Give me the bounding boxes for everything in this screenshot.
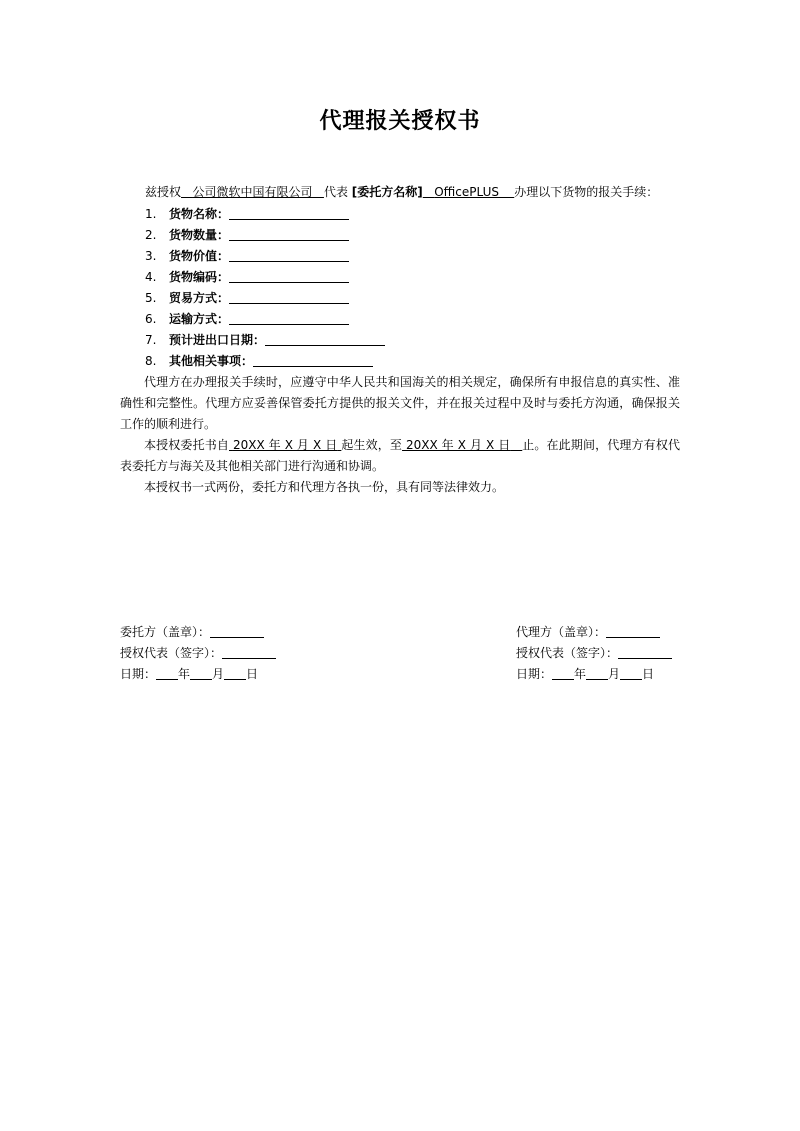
validity-end-date: 20XX 年 X 月 X 日 [406,438,511,452]
list-item: 5. 贸易方式： [145,288,385,309]
day-blank[interactable] [224,667,246,680]
list-item: 6. 运输方式： [145,309,385,330]
document-title: 代理报关授权书 [319,109,481,134]
fill-blank[interactable] [229,270,349,283]
fill-blank[interactable] [229,207,349,220]
agent-rep-label: 授权代表（签字）： [516,646,619,660]
agent-seal-label: 代理方（盖章）： [516,625,607,639]
intro-principal-label: [委托方名称] [351,185,423,199]
month-blank[interactable] [586,667,608,680]
intro-prefix: 兹授权 [145,185,182,199]
list-item: 2. 货物数量： [145,225,385,246]
fill-blank[interactable] [229,228,349,241]
principal-date-label: 日期： [120,667,157,681]
principal-seal-label: 委托方（盖章）： [120,625,211,639]
principal-signature-block: 委托方（盖章）： 授权代表（签字）： 日期： 年 月 日 [120,622,276,685]
fill-blank[interactable] [229,249,349,262]
list-item: 1. 货物名称： [145,204,385,225]
paragraph-copies: 本授权书一式两份，委托方和代理方各执一份，具有同等法律效力。 [144,480,505,494]
paragraph-obligations: 代理方在办理报关手续时，应遵守中华人民共和国海关的相关规定，确保所有申报信息的真实性、准确性和完整性。代理方应妥善保管委托方提供的报关文件，并在报关过程中及时与委托方沟通，确保报关工作的顺利进行。 [120,375,680,431]
principal-rep-label: 授权代表（签字）： [120,646,223,660]
list-item: 4. 货物编码： [145,267,385,288]
agent-date-label: 日期： [516,667,553,681]
validity-start-date: 20XX 年 X 月 X 日 [232,438,338,452]
day-blank[interactable] [620,667,642,680]
agent-seal-line[interactable] [606,625,660,638]
intro-represent: 代表 [323,185,348,199]
month-blank[interactable] [190,667,212,680]
list-item: 3. 货物价值： [145,246,385,267]
intro-line [145,183,658,200]
year-blank[interactable] [552,667,574,680]
agent-signature-block: 代理方（盖章）： 授权代表（签字）： 日期： 年 月 日 [516,622,672,685]
fill-blank[interactable] [253,354,373,367]
fill-blank[interactable] [265,333,385,346]
paragraph-validity: 本授权委托书自 20XX 年 X 月 X 日 起生效，至 20XX 年 X 月 X 日 止。在此期间，代理方有权代表委托方与海关及其他相关部门进行沟通和协调。 [120,438,680,473]
principal-seal-line[interactable] [210,625,264,638]
principal-rep-line[interactable] [222,646,276,659]
agent-rep-line[interactable] [618,646,672,659]
fill-blank[interactable] [229,312,349,325]
list-item: 7. 预计进出口日期： [145,330,385,351]
list-item: 8. 其他相关事项： [145,351,385,372]
fill-blank[interactable] [229,291,349,304]
goods-item-list [145,204,385,372]
year-blank[interactable] [156,667,178,680]
intro-suffix: 办理以下货物的报关手续： [514,185,659,199]
intro-principal: OfficePLUS [434,185,499,199]
intro-company: 公司微软中国有限公司 [192,185,313,199]
